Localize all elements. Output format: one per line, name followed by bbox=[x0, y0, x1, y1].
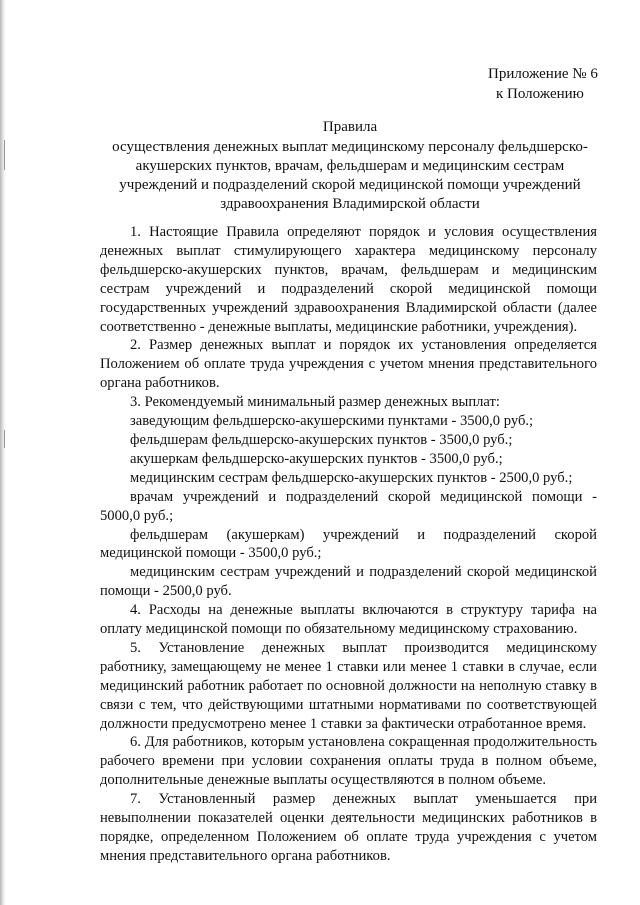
paragraph-7: 7. Установленный размер денежных выплат уменьшается при невыполнении показателей оценки деятельности медицинских работников в порядке, определенном Положением об оплате труда учреждения с учетом мнения представительного органа работников. bbox=[100, 791, 597, 864]
paragraph-6: 6. Для работников, которым установлена сокращенная продолжительность рабочего времени при условии сохранения оплаты труда в полном объеме, дополнительные денежные выплаты осуществляются в полном объеме. bbox=[100, 734, 597, 789]
amount-item: заведующим фельдшерско-акушерскими пунктами - 3500,0 руб.; bbox=[130, 413, 534, 430]
paragraph-3: 3. Рекомендуемый минимальный размер денежных выплат: bbox=[130, 394, 500, 411]
scan-mark bbox=[4, 140, 5, 170]
title-line: осуществления денежных выплат медицинскому персоналу фельдшерско- bbox=[112, 139, 588, 155]
scan-mark bbox=[4, 430, 5, 448]
paragraph-4: 4. Расходы на денежные выплаты включаются в структуру тарифа на оплату медицинской помощи по обязательному медицинскому страхованию. bbox=[100, 602, 597, 638]
amount-item-nurses: медицинским сестрам учреждений и подразделений скорой медицинской помощи - 2500,0 руб. bbox=[100, 564, 597, 600]
annex-reference: к Положению bbox=[496, 86, 584, 102]
title-line: акушерских пунктов, врачам, фельдшерам и медицинским сестрам bbox=[135, 158, 565, 174]
scan-edge bbox=[0, 0, 6, 905]
annex-number: Приложение № 6 bbox=[488, 66, 598, 82]
paragraph-1: 1. Настоящие Правила определяют порядок и условия осуществления денежных выплат стимулирующего характера медицинскому персоналу фельдшерско-акушерских пунктов, врачам, фельдшерам и медицинским сестрам учреждений и подразделений скорой медицинской помощи государственных учреждений здравоохранения Владимирской области (далее соответственно - денежные выплаты, медицинские работники, учреждения). bbox=[100, 224, 597, 335]
paragraph-2: 2. Размер денежных выплат и порядок их установления определяется Положением об оплате труда учреждения с учетом мнения представительного органа работников. bbox=[100, 337, 597, 392]
title-line: учреждений и подразделений скорой медицинской помощи учреждений bbox=[119, 177, 581, 193]
document-title bbox=[100, 118, 600, 214]
amount-item: фельдшерам фельдшерско-акушерских пунктов - 3500,0 руб.; bbox=[130, 431, 513, 448]
amount-item-doctors: врачам учреждений и подразделений скорой медицинской помощи - 5000,0 руб.; bbox=[100, 488, 597, 524]
amount-item-paramedics: фельдшерам (акушеркам) учреждений и подразделений скорой медицинской помощи - 3500,0 руб.; bbox=[100, 526, 597, 562]
amount-item: акушеркам фельдшерско-акушерских пунктов - 3500,0 руб.; bbox=[130, 450, 503, 467]
document-body bbox=[100, 223, 597, 866]
amount-item: медицинским сестрам фельдшерско-акушерских пунктов - 2500,0 руб.; bbox=[130, 469, 573, 486]
title-line: здравоохранения Владимирской области bbox=[220, 196, 480, 212]
title-main: Правила bbox=[322, 119, 378, 135]
annex-header bbox=[470, 64, 610, 104]
paragraph-5: 5. Установление денежных выплат производится медицинскому работнику, замещающему не менее 1 ставки или менее 1 ставки в случае, если медицинский работник работает по основной должности на неполную ставку в связи с тем, что действующими штатными нормативами по соответствующей должности предусмотрено менее 1 ставки за фактически отработанное время. bbox=[100, 639, 597, 732]
